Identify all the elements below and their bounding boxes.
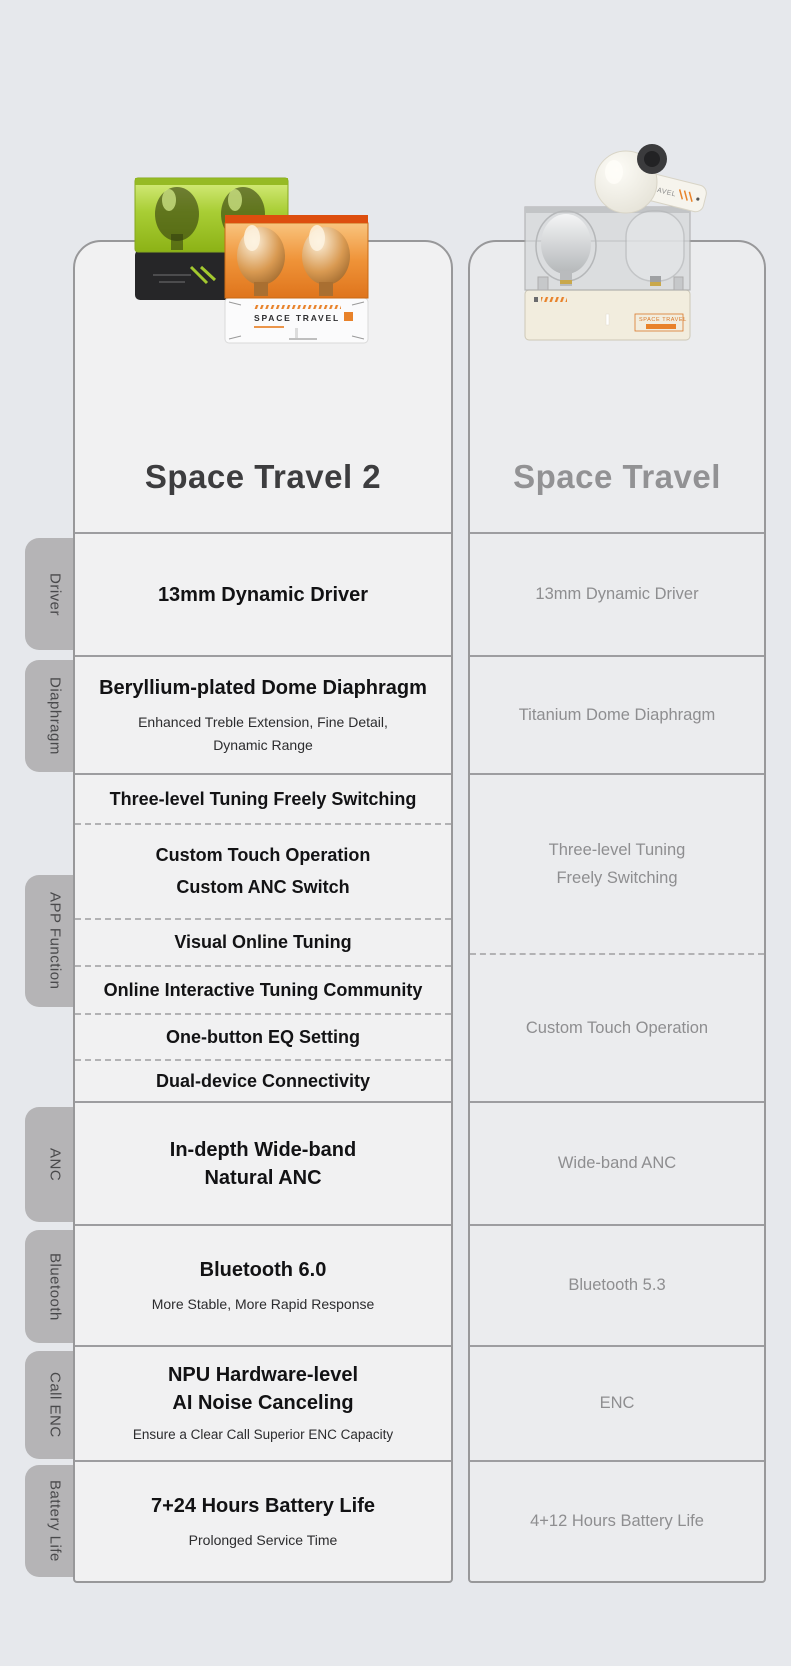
cell-battery-left xyxy=(75,1460,451,1581)
right-product-title: Space Travel xyxy=(513,458,721,495)
app-cell-4: Online Interactive Tuning Community xyxy=(75,967,451,1015)
battery-left-text: 7+24 Hours Battery Life xyxy=(151,1494,375,1517)
cell-battery-right xyxy=(470,1460,764,1581)
tab-diaphragm-label: Diaphragm xyxy=(46,677,64,755)
anc-left-text: In-depth Wide-band Natural ANC xyxy=(169,1138,357,1189)
cell-call-enc-right xyxy=(470,1345,764,1460)
driver-right-text: 13mm Dynamic Driver xyxy=(535,585,699,604)
cell-anc-left xyxy=(75,1101,451,1224)
product-image-space-travel-2 xyxy=(125,168,375,346)
earbud xyxy=(595,144,708,213)
diaphragm-left-sub: Enhanced Treble Extension, Fine Detail, Dynamic Range xyxy=(138,714,388,753)
cell-app-right xyxy=(470,773,764,1101)
driver-left-text: 13mm Dynamic Driver xyxy=(157,583,369,606)
bottom-strip xyxy=(0,1666,791,1670)
cell-call-enc-left xyxy=(75,1345,451,1460)
left-case-logo: SPACE TRAVEL xyxy=(254,313,340,323)
battery-left-sub: Prolonged Service Time xyxy=(188,1531,338,1548)
cell-anc-right xyxy=(470,1101,764,1224)
tab-driver-label: Driver xyxy=(46,572,64,616)
tab-call-enc-label: Call ENC xyxy=(46,1372,64,1438)
left-product-title: Space Travel 2 xyxy=(144,458,382,495)
app-cell-6: Dual-device Connectivity xyxy=(155,1070,371,1091)
battery-right-text: 4+12 Hours Battery Life xyxy=(530,1512,704,1531)
app-cell-1: Three-level Tuning Freely Switching xyxy=(75,775,451,825)
right-product-card xyxy=(468,240,766,1583)
left-product-card xyxy=(73,240,453,1583)
app-right-cell-1: Three-level Tuning Freely Switching xyxy=(470,775,764,955)
app-cell-3: Visual Online Tuning xyxy=(75,920,451,967)
diaphragm-left-text: Beryllium-plated Dome Diaphragm xyxy=(99,677,427,700)
call-enc-left-sub: Ensure a Clear Call Superior ENC Capacity xyxy=(132,1427,394,1443)
bluetooth-left-sub: More Stable, More Rapid Response xyxy=(151,1295,375,1312)
app-right-cell-2: Custom Touch Operation xyxy=(525,1018,709,1037)
call-enc-left-text: NPU Hardware-level AI Noise Canceling xyxy=(167,1364,359,1415)
bluetooth-left-text: Bluetooth 6.0 xyxy=(199,1258,327,1281)
tab-bluetooth-label: Bluetooth xyxy=(46,1252,64,1321)
cell-driver-left xyxy=(75,532,451,655)
bluetooth-right-text: Bluetooth 5.3 xyxy=(568,1276,666,1295)
cell-diaphragm-right xyxy=(470,655,764,773)
product-image-space-travel xyxy=(508,138,713,346)
anc-right-text: Wide-band ANC xyxy=(557,1154,677,1173)
clear-case xyxy=(525,207,690,340)
tab-app-function-label: APP Function xyxy=(46,892,64,990)
cell-bluetooth-left xyxy=(75,1224,451,1345)
tab-battery-life-label: Battery Life xyxy=(46,1480,64,1562)
cell-app-left xyxy=(75,773,451,1101)
app-cell-5: One-button EQ Setting xyxy=(75,1015,451,1061)
tab-anc-label: ANC xyxy=(46,1147,64,1182)
orange-case xyxy=(225,215,368,343)
app-cell-2: Custom Touch Operation Custom ANC Switch xyxy=(75,825,451,920)
cell-bluetooth-right xyxy=(470,1224,764,1345)
right-stem-logo: TRAVEL xyxy=(646,184,677,199)
cell-diaphragm-left xyxy=(75,655,451,773)
cell-driver-right xyxy=(470,532,764,655)
diaphragm-right-text: Titanium Dome Diaphragm xyxy=(518,705,716,724)
call-enc-right-text: ENC xyxy=(599,1394,635,1413)
svg-text:SPACE TRAVEL: SPACE TRAVEL xyxy=(639,317,687,323)
